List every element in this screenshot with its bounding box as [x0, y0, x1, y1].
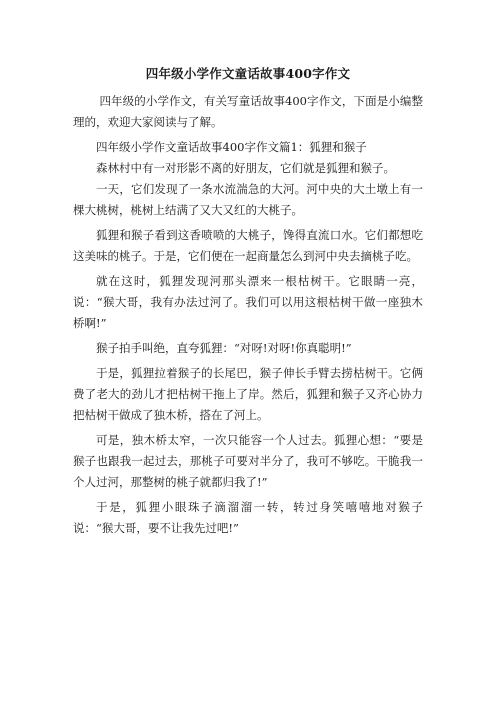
paragraph: 森林村中有一对形影不离的好朋友，它们就是狐狸和猴子。 — [96, 161, 395, 175]
paragraph: 可是，独木桥太窄，一次只能容一个人过去。狐狸心想：“要是猴子也跟我一起过去，那桃子可要对半分了，我可不够吃。干脆我一个人过河，那整树的桃子就都归我了!” — [73, 433, 423, 489]
document-title: 四年级小学作文童话故事400字作文 — [145, 66, 351, 81]
paragraph: 于是，狐狸小眼珠子滴溜溜一转，转过身笑嘻嘻地对猴子说：“猴大哥，要不让我先过吧!” — [73, 500, 423, 535]
section-heading: 四年级小学作文童话故事400字作文篇1：狐狸和猴子 — [96, 140, 367, 154]
paragraph: 就在这时，狐狸发现河那头漂来一根枯树干。它眼睛一亮，说：“猴大哥，我有办法过河了。我们可以用这根枯树干做一座独木桥啊!” — [73, 274, 423, 330]
document-body — [73, 91, 423, 543]
paragraph: 一天，它们发现了一条水流湍急的大河。河中央的大土墩上有一棵大桃树，桃树上结满了又大又红的大桃子。 — [73, 182, 423, 217]
intro-paragraph: 四年级的小学作文，有关写童话故事400字作文，下面是小编整理的，欢迎大家阅读与了解。 — [73, 94, 423, 129]
paragraph: 猴子拍手叫绝，直夸狐狸：“对呀!对呀!你真聪明!” — [96, 341, 352, 355]
paragraph: 狐狸和猴子看到这香喷喷的大桃子，馋得直流口水。它们都想吃这美味的桃子。于是，它们便在一起商量怎么到河中央去摘桃子吃。 — [73, 228, 423, 263]
paragraph: 于是，狐狸拉着猴子的长尾巴，猴子伸长手臂去捞枯树干。它俩费了老大的劲儿才把枯树干拖上了岸。然后，狐狸和猴子又齐心协力把枯树干做成了独木桥，搭在了河上。 — [73, 366, 423, 422]
